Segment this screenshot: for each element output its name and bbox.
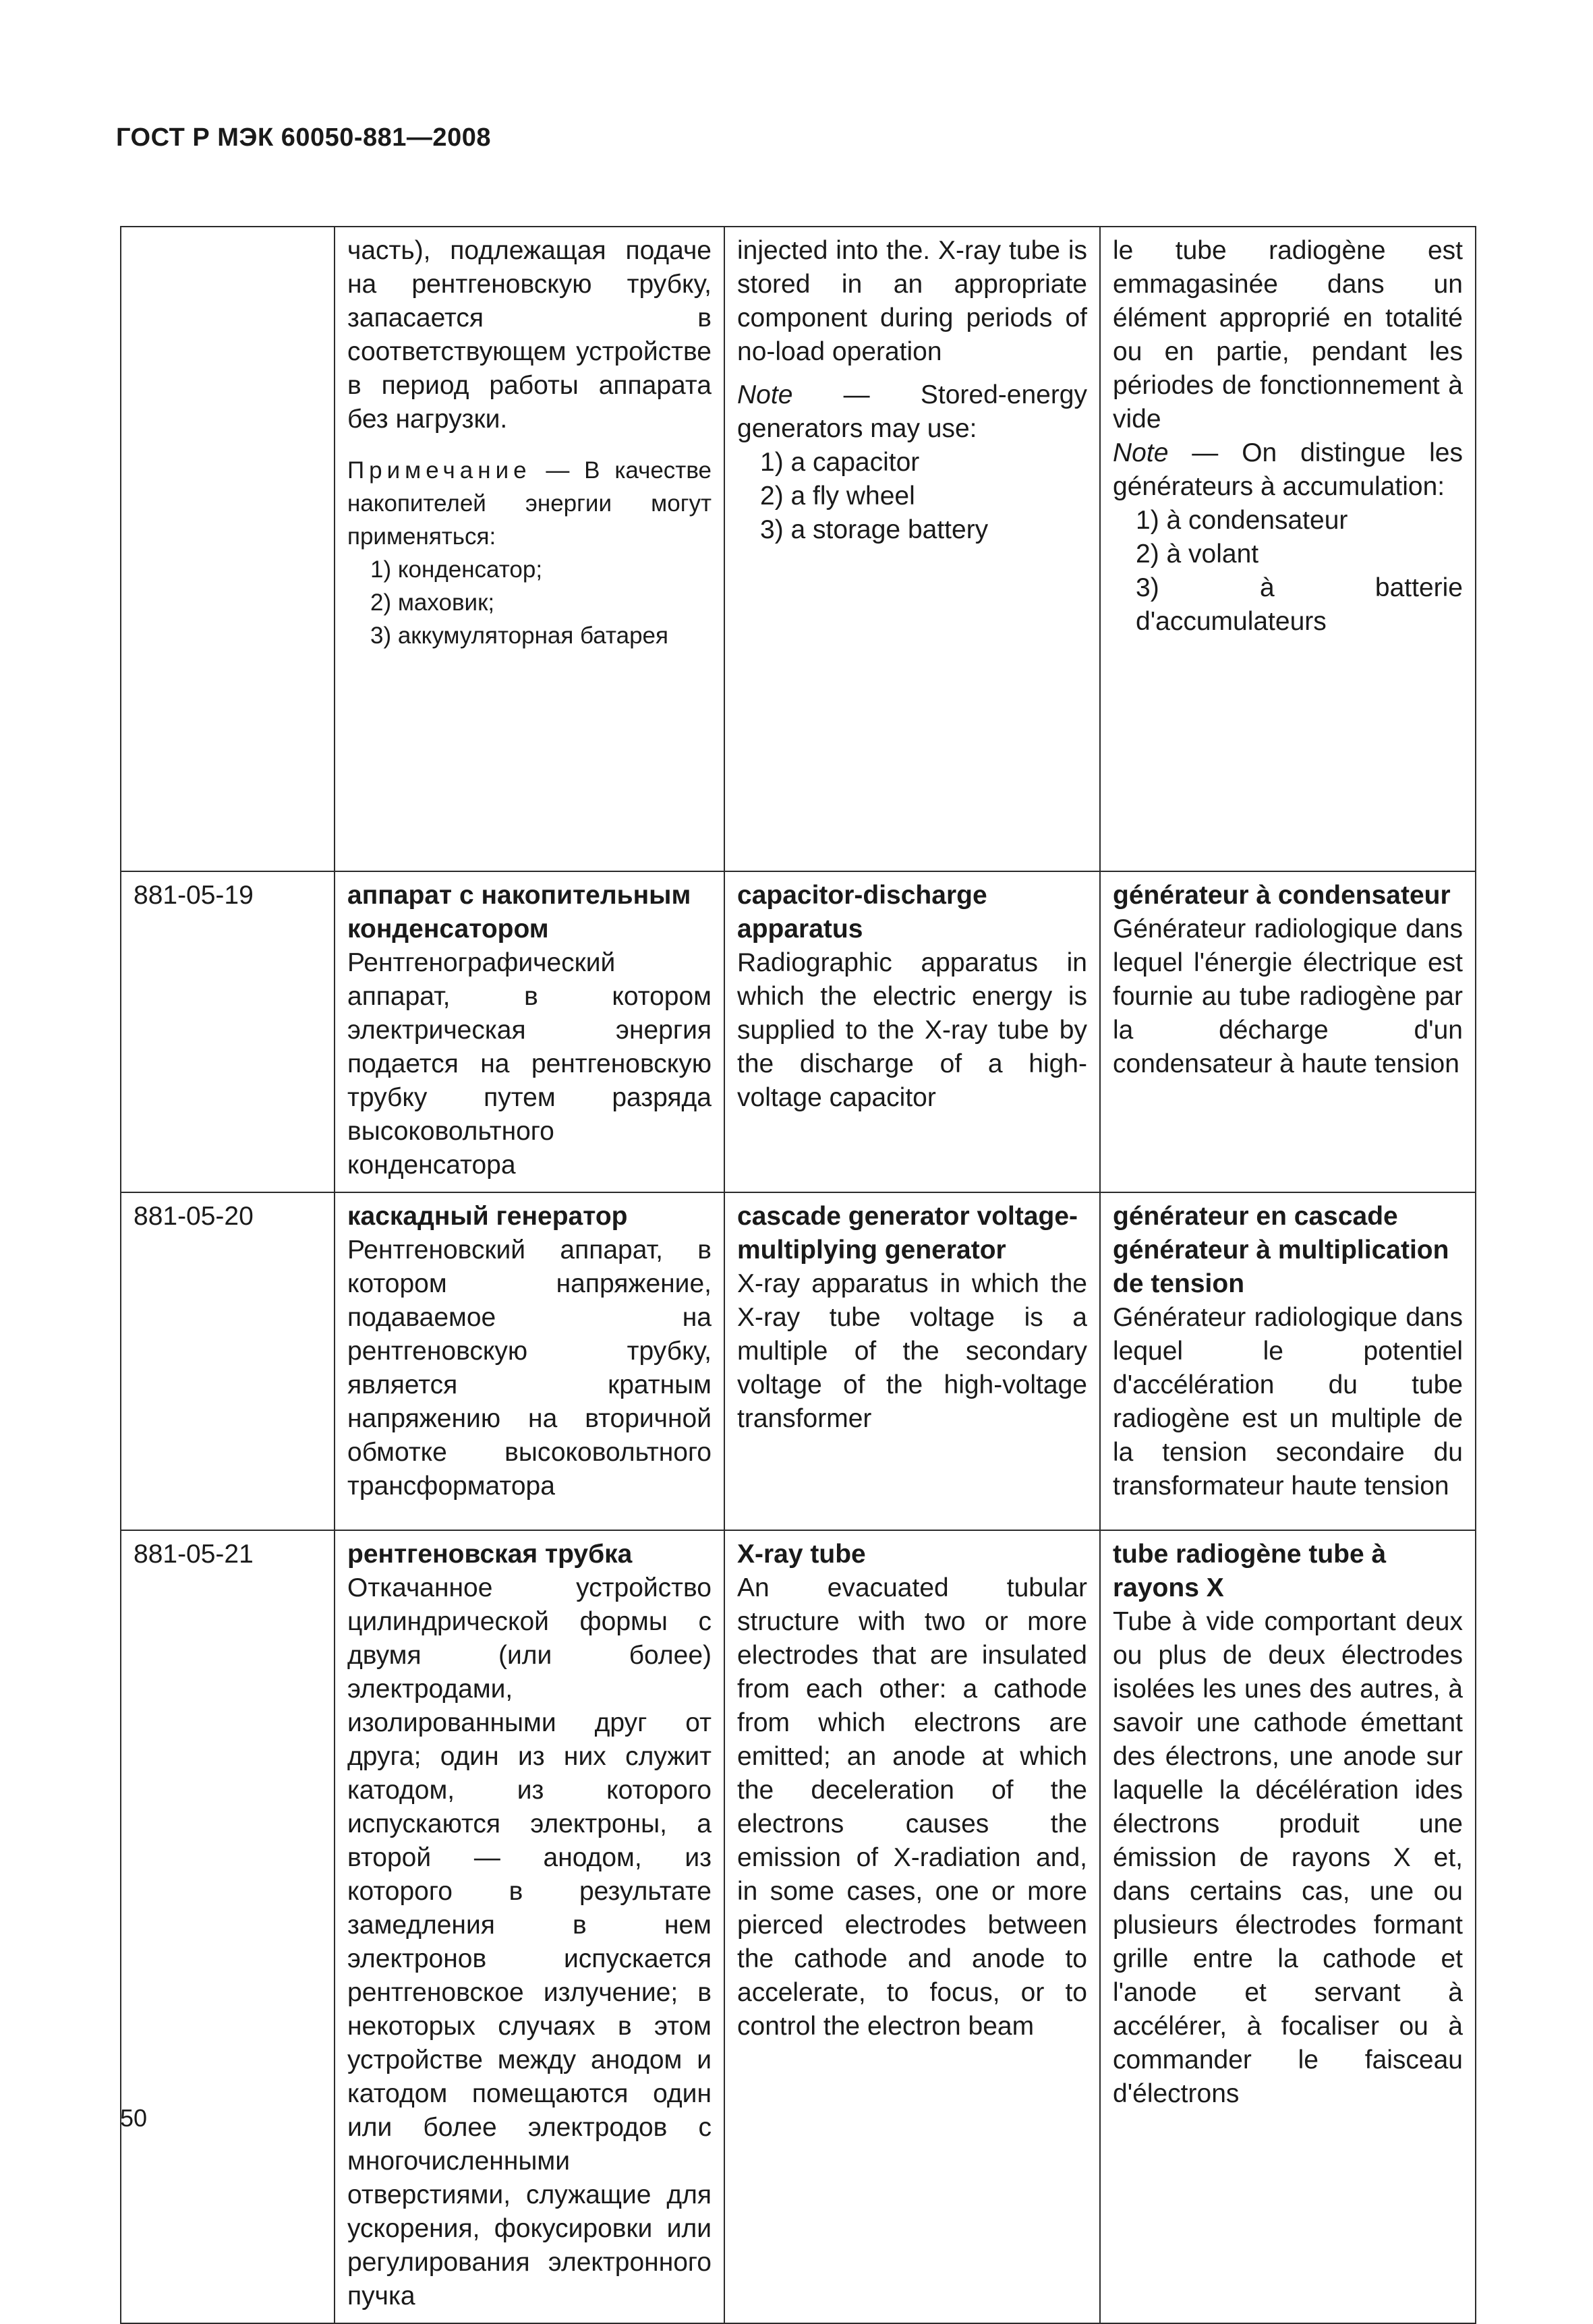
cell-number — [121, 227, 335, 871]
cell-en — [724, 1192, 1100, 1530]
cell-en — [724, 1530, 1100, 2323]
entry-number: 881-05-21 — [121, 1530, 335, 2323]
term-ru: каскадный генератор — [347, 1202, 628, 1231]
cell-fr — [1100, 871, 1476, 1192]
term-en: X-ray tube — [737, 1540, 866, 1569]
definition-ru: Рентгеновский аппарат, в котором напряжение, подаваемое на рентгеновскую трубку, является кратным напряжению на вторичной обмотке высоковольтного трансформатора — [347, 1236, 712, 1501]
term-ru: аппарат с накопительным конденсатором — [347, 881, 691, 943]
term-fr: générateur à condensateur — [1113, 881, 1451, 910]
cell-fr — [1100, 227, 1476, 871]
note-label-en: Note — [737, 380, 793, 409]
note-text-fr: — On distingue les générateurs à accumulation: — [1113, 438, 1463, 501]
definition-en: X-ray apparatus in which the X-ray tube voltage is a multiple of the secondary voltage of the high-voltage transformer — [737, 1269, 1087, 1433]
cell-en — [724, 227, 1100, 871]
note-text-ru: — В качестве накопителей энергии могут применяться: — [347, 457, 712, 550]
entry-number: 881-05-19 — [121, 871, 335, 1192]
note-list-fr — [1113, 504, 1463, 639]
term-ru: рентгеновская трубка — [347, 1540, 633, 1569]
note-ru — [347, 454, 712, 553]
list-item: 1) à condensateur — [1136, 506, 1348, 535]
definition-ru: часть), подлежащая подаче на рентгеновскую трубку, запасается в соответствующем устройстве в период работы аппарата без нагрузки. — [347, 236, 712, 434]
note-list-ru — [347, 553, 712, 652]
cell-en — [724, 871, 1100, 1192]
cell-ru — [335, 1192, 724, 1530]
cell-ru — [335, 1530, 724, 2323]
definition-fr: Générateur radiologique dans lequel l'énergie électrique est fournie au tube radiogène par la décharge d'un condensateur à haute tension — [1113, 914, 1463, 1078]
term-fr: générateur en cascade générateur à multiplication de tension — [1113, 1202, 1449, 1298]
definition-fr: le tube radiogène est emmagasinée dans un élément approprié en totalité ou en partie, pendant les périodes de fonctionnement à vide — [1113, 236, 1463, 434]
list-item: 2) маховик; — [370, 589, 495, 616]
note-en — [737, 378, 1087, 446]
list-item: 3) à batterie d'accumulateurs — [1136, 573, 1463, 636]
definition-en: An evacuated tubular structure with two or more electrodes that are insulated from each other: a cathode from which electrons are emitted; an anode at which the deceleration of the electrons causes the emission of X-radiation and, in some cases, one or more pierced electrodes between the cathode and anode to accelerate, to focus, or to control the electron beam — [737, 1573, 1087, 2041]
page-number: 50 — [120, 2104, 148, 2132]
definition-ru: Рентгенографический аппарат, в котором электрическая энергия подается на рентгеновскую трубку путем разряда высоковольтного конденсатора — [347, 948, 712, 1180]
cell-fr — [1100, 1192, 1476, 1530]
term-en: cascade generator voltage-multiplying generator — [737, 1202, 1078, 1265]
note-label-ru: Примечание — [347, 457, 531, 484]
list-item: 1) a capacitor — [760, 448, 920, 477]
table-row — [121, 871, 1476, 1192]
table-row-continuation — [121, 227, 1476, 871]
definition-fr: Tube à vide comportant deux ou plus de deux électrodes isolées les unes des autres, à savoir une cathode émettant des électrons, une anode sur laquelle la décélération ides électrons produit une émission de rayons X et, dans certains cas, une ou plusieurs électrodes formant grille entre la cathode et l'anode et servant à accélérer, à focaliser ou à commander le faisceau d'électrons — [1113, 1607, 1463, 2108]
note-text-en: — Stored-energy generators may use: — [737, 380, 1087, 443]
terms-table — [120, 226, 1476, 2324]
term-en: capacitor-discharge apparatus — [737, 881, 987, 943]
list-item: 2) à volant — [1136, 540, 1259, 569]
definition-ru: Откачанное устройство цилиндрической формы с двумя (или более) электродами, изолированными друг от друга; один из них служит катодом, из которого испускаются электроны, а второй — анодом, из которого в результате замедления в нем электронов испускается рентгеновское излучение; в некоторых случаях в этом устройстве между анодом и катодом помещаются один или более электродов с многочисленными отверстиями, служащие для ускорения, фокусировки или регулирования электронного пучка — [347, 1573, 712, 2311]
document-header: ГОСТ Р МЭК 60050-881—2008 — [116, 123, 491, 152]
note-label-fr: Note — [1113, 438, 1169, 467]
cell-ru — [335, 227, 724, 871]
definition-en: injected into the. X-ray tube is stored in an appropriate component during periods of no-load operation — [737, 236, 1087, 366]
note-list-en — [737, 446, 1087, 547]
list-item: 3) аккумуляторная батарея — [370, 622, 668, 649]
term-fr: tube radiogène tube à rayons X — [1113, 1540, 1387, 1602]
list-item: 1) конденсатор; — [370, 556, 543, 583]
definition-fr: Générateur radiologique dans lequel le potentiel d'accélération du tube radiogène est un multiple de la tension secondaire du transformateur haute tension — [1113, 1303, 1463, 1501]
definition-en: Radiographic apparatus in which the electric energy is supplied to the X-ray tube by the discharge of a high-voltage capacitor — [737, 948, 1087, 1112]
table-row — [121, 1530, 1476, 2323]
cell-fr — [1100, 1530, 1476, 2323]
table-row — [121, 1192, 1476, 1530]
list-item: 3) a storage battery — [760, 515, 989, 544]
cell-ru — [335, 871, 724, 1192]
list-item: 2) a fly wheel — [760, 482, 915, 511]
entry-number: 881-05-20 — [121, 1192, 335, 1530]
note-fr — [1113, 436, 1463, 504]
